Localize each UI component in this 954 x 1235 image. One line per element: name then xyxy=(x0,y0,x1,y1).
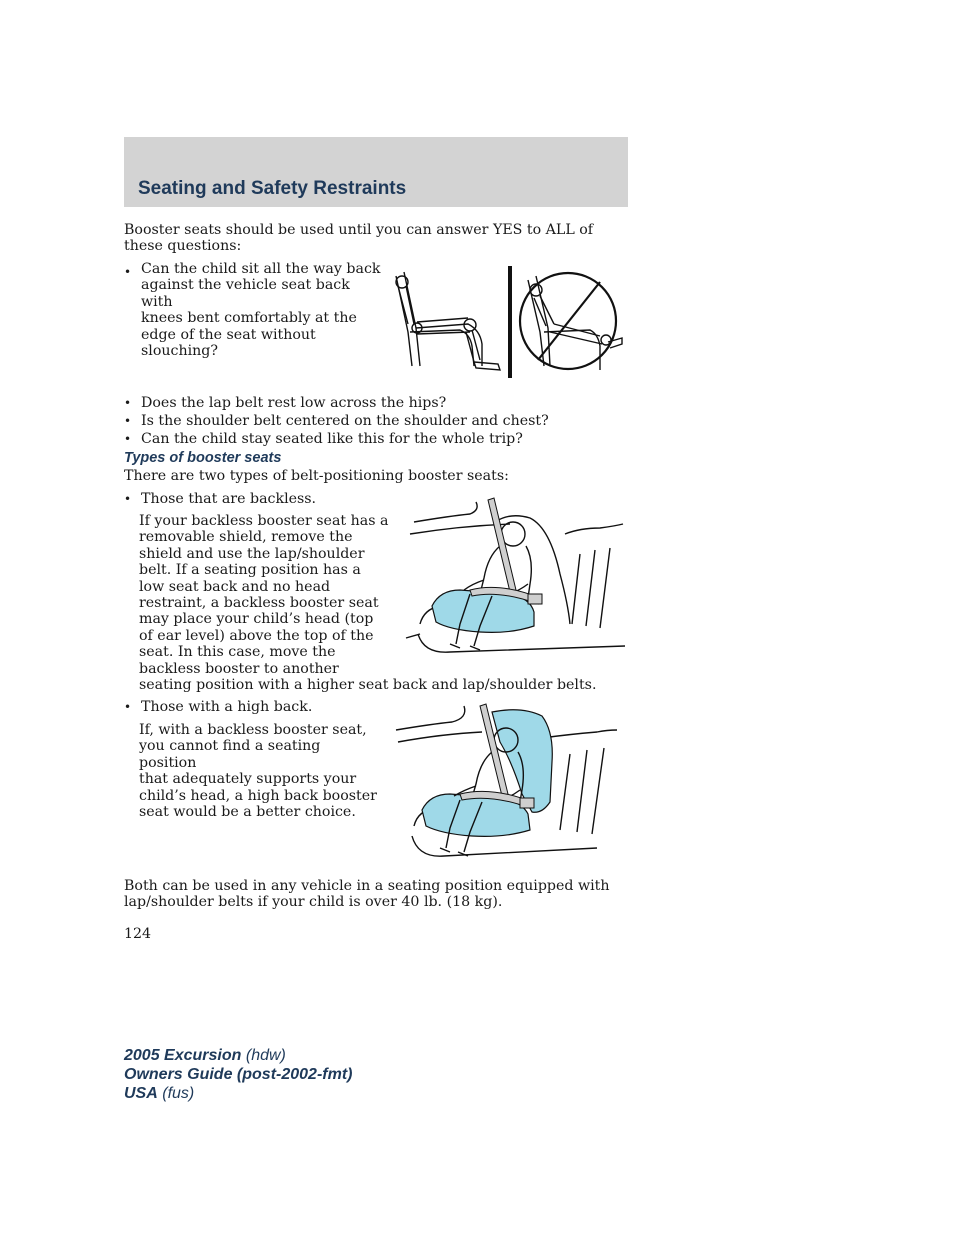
shoulder-belt xyxy=(488,498,516,592)
footer-region-code: (fus) xyxy=(162,1085,195,1102)
backless-booster-illustration xyxy=(400,494,625,659)
question-1-line: knees bent comfortably at the xyxy=(141,310,357,327)
backless-line: low seat back and no head xyxy=(139,578,331,595)
question-1-line: Can the child sit all the way back xyxy=(141,261,381,277)
types-intro: There are two types of belt-positioning booster seats: xyxy=(124,468,509,484)
question-item: • Does the lap belt rest low across the hips? xyxy=(124,395,447,411)
footer-guide: Owners Guide (post-2002-fmt) xyxy=(124,1066,353,1083)
closing-line: lap/shoulder belts if your child is over 40 lb. (18 kg). xyxy=(124,894,503,911)
highback-line: you cannot find a seating position xyxy=(139,738,321,771)
buckle xyxy=(528,594,542,604)
types-subheading: Types of booster seats xyxy=(124,450,282,466)
question-1-line: edge of the seat without xyxy=(141,326,316,343)
section-title: Seating and Safety Restraints xyxy=(138,178,407,199)
highback-line: that adequately supports your xyxy=(139,771,357,788)
footer-model-code: (hdw) xyxy=(245,1047,286,1064)
highback-line: child’s head, a high back booster xyxy=(139,787,377,804)
backless-line: backless booster to another xyxy=(139,660,339,677)
backless-line: belt. If a seating position has a xyxy=(139,562,361,579)
highback-bullet: • Those with a high back. xyxy=(124,699,313,715)
backless-bullet: • Those that are backless. xyxy=(124,491,317,507)
buckle xyxy=(520,798,534,808)
question-1-line: against the vehicle seat back with xyxy=(141,277,350,310)
highback-booster-illustration xyxy=(392,702,622,862)
backless-line: shield and use the lap/shoulder xyxy=(139,545,365,562)
backless-line: may place your child’s head (top xyxy=(139,611,374,628)
backless-line: seat. In this case, move the xyxy=(139,644,336,661)
highback-line: seat would be a better choice. xyxy=(139,804,356,821)
intro-paragraph: Booster seats should be used until you can answer YES to ALL of these questions: xyxy=(124,222,594,255)
closing-line: Both can be used in any vehicle in a seating position equipped with xyxy=(124,878,610,894)
prohibition-slash xyxy=(538,282,600,360)
divider-bar xyxy=(508,266,512,378)
backless-line: restraint, a backless booster seat xyxy=(139,595,379,612)
question-item: • Is the shoulder belt centered on the shoulder and chest? xyxy=(124,413,549,429)
footer-region: USA xyxy=(124,1085,158,1102)
footer-region-line xyxy=(124,1085,194,1104)
question-list xyxy=(124,395,624,449)
question-item: • Can the child stay seated like this for the whole trip? xyxy=(124,431,523,447)
backless-line: seating position with a higher seat back and lap/shoulder belts. xyxy=(139,677,597,694)
closing-paragraph xyxy=(124,878,624,911)
seat-posture-illustration xyxy=(390,262,625,382)
footer-model: 2005 Excursion xyxy=(124,1047,242,1064)
backless-line: of ear level) above the top of the xyxy=(139,627,374,644)
question-1-line: slouching? xyxy=(141,343,218,360)
page-number: 124 xyxy=(124,926,152,942)
backless-line: removable shield, remove the xyxy=(139,529,353,546)
footer-model-line xyxy=(124,1047,286,1066)
backless-line: If your backless booster seat has a xyxy=(139,513,389,529)
highback-line: If, with a backless booster seat, xyxy=(139,722,367,738)
correct-posture-figure xyxy=(396,272,500,370)
bullet-dot: • xyxy=(124,265,132,279)
question-1 xyxy=(141,261,381,359)
footer-guide-line xyxy=(124,1066,352,1085)
highback-description xyxy=(139,722,379,820)
